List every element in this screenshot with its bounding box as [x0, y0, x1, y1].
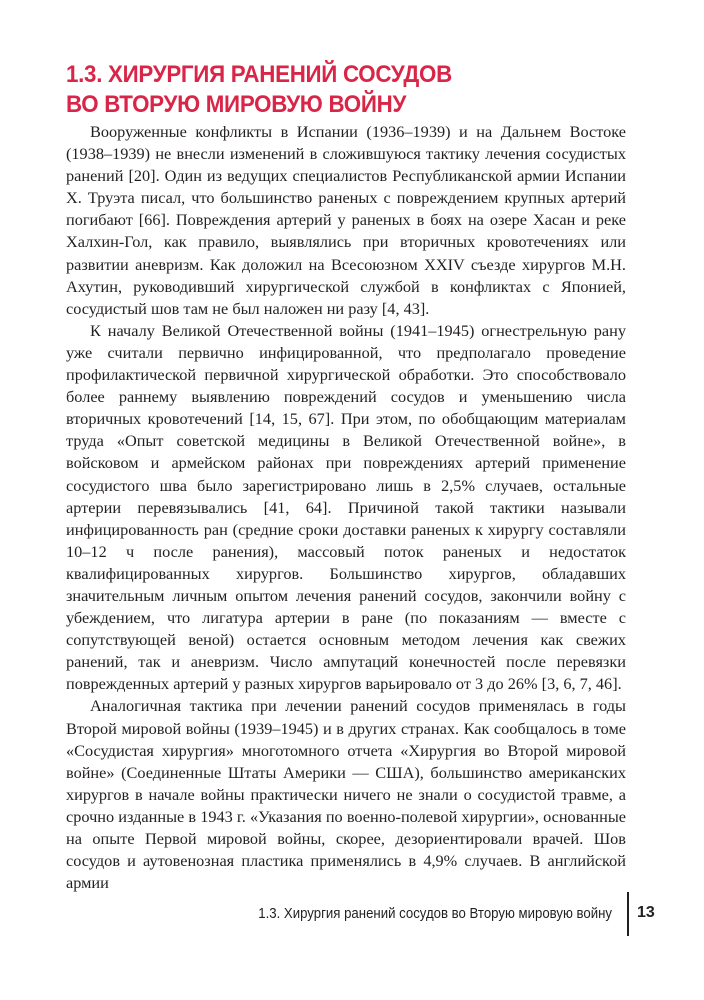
- section-heading-line-1: 1.3. ХИРУРГИЯ РАНЕНИЙ СОСУДОВ: [66, 61, 452, 88]
- page-number: 13: [637, 904, 655, 921]
- paragraph-2: К началу Великой Отечественной войны (1941–1945) огнестрельную рану уже считали первично инфицированной, что предполагало проведение профилактической первичной хирургической обработки. Это способствовало более раннему выявлению повреждений сосудов и уменьшению числа вторичных кровотечений [14, 15, 67]. При этом, по обобщающим материалам труда «Опыт советской медицины в Великой Отечественной войне», в войсковом и армейском районах при повреждениях артерий применение сосудистого шва было зарегистрировано лишь в 2,5% случаев, остальные артерии перевязывались [41, 64]. Причиной такой тактики называли инфицированность ран (средние сроки доставки раненых к хирургу составляли 10–12 ч после ранения), массовый поток раненых и недостаток квалифицированных хирургов. Большинство хирургов, обладавших значительным личным опытом лечения ранений сосудов, закончили войну с убеждением, что лигатура артерии в ране (по показаниям — вместе с сопутствующей веной) остается основным методом лечения как свежих ранений, так и аневризм. Число ампутаций конечностей после перевязки поврежденных артерий у разных хирургов варьировало от 3 до 26% [3, 6, 7, 46].: [66, 320, 626, 694]
- paragraph-1: Вооруженные конфликты в Испании (1936–1939) и на Дальнем Востоке (1938–1939) не внесли изменений в сложившуюся тактику лечения сосудистых ранений [20]. Один из ведущих специалистов Республиканской армии Испании Х. Труэта писал, что большинство раненых с повреждением крупных артерий погибают [66]. Повреждения артерий у раненых в боях на озере Хасан и реке Халхин-Гол, как правило, выявлялись при вторичных кровотечениях или развитии аневризм. Как доложил на Всесоюзном XXIV съезде хирургов М.Н. Ахутин, руководивший хирургической службой в конфликтах с Японией, сосудистый шов там не был наложен ни разу [4, 43].: [66, 122, 626, 318]
- paragraph-3: Аналогичная тактика при лечении ранений сосудов применялась в годы Второй мировой войны (1939–1945) и в других странах. Как сообщалось в томе «Сосудистая хирургия» многотомного отчета «Хирургия во Второй мировой войне» (Соединенные Штаты Америки — США), большинство американских хирургов в начале войны практически ничего не знали о сосудистой травме, а срочно изданные в 1943 г. «Указания по военно-полевой хирургии», основанные на опыте Первой мировой войны, скорее, дезориентировали врачей. Шов сосудов и аутовенозная пластика применялись в 4,9% случаев. В английской армии: [66, 696, 626, 893]
- running-title: 1.3. Хирургия ранений сосудов во Вторую мировую войну: [258, 905, 612, 922]
- body-text: [66, 121, 626, 894]
- section-heading-line-2: ВО ВТОРУЮ МИРОВУЮ ВОЙНУ: [66, 91, 407, 118]
- section-heading: [66, 60, 605, 120]
- footer-divider: [627, 892, 629, 936]
- page-footer: [0, 892, 704, 940]
